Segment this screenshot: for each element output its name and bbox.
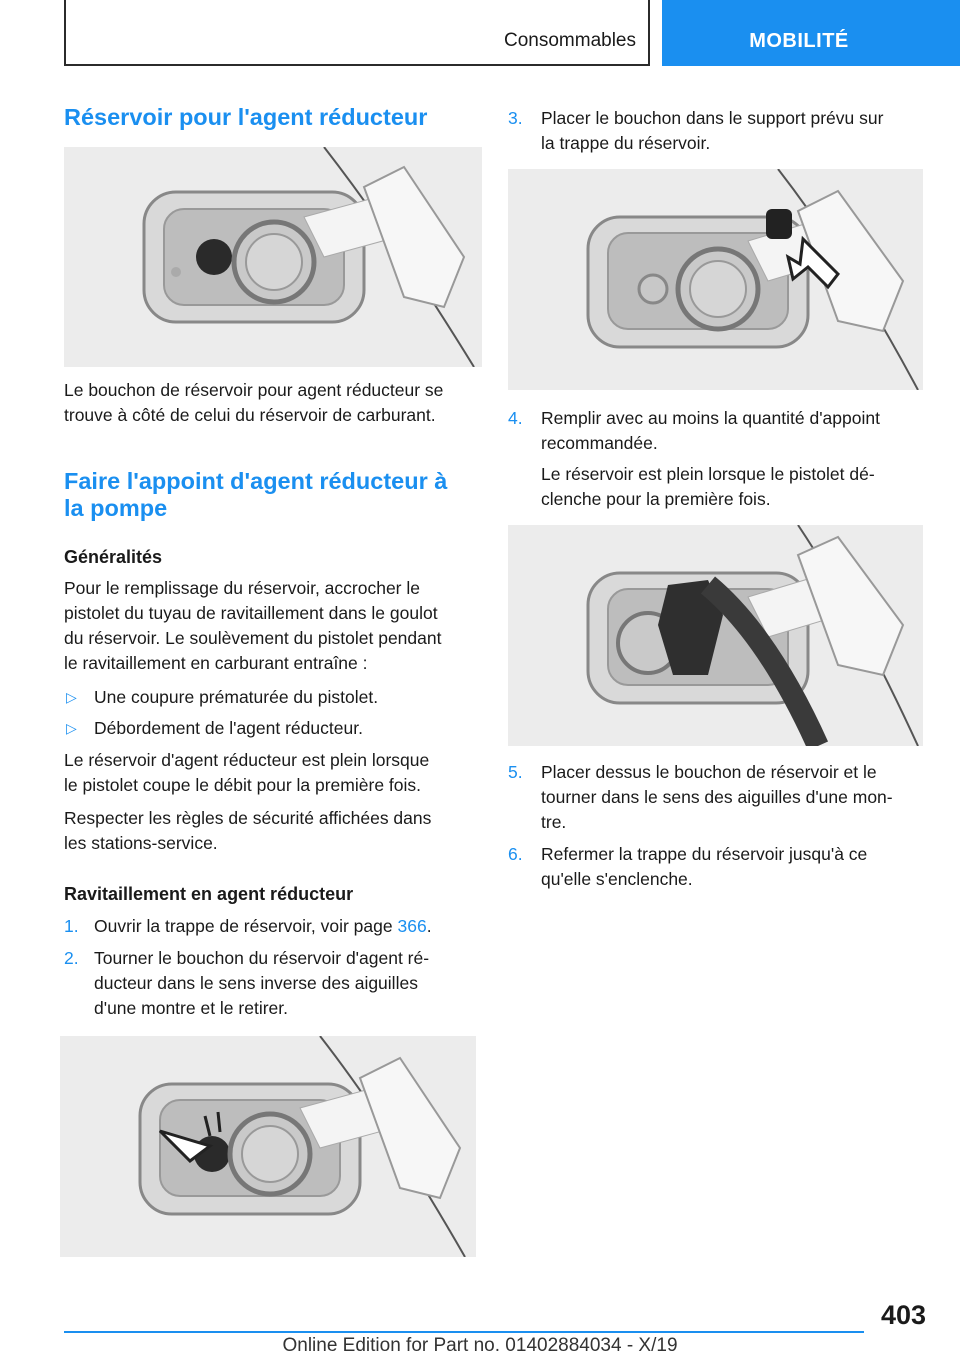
full-line-1: Le réservoir d'agent réducteur est plein lorsque: [64, 750, 430, 770]
intro-line-2: trouve à côté de celui du réservoir de carburant.: [64, 405, 436, 425]
intro-line-1: Le bouchon de réservoir pour agent réducteur se: [64, 380, 444, 400]
heading-refuel: Ravitaillement en agent réducteur: [64, 884, 354, 904]
section-title-fill-line-1: Faire l'appoint d'agent réducteur à: [64, 468, 448, 494]
bullet-item-1: Une coupure prématurée du pistolet.: [94, 687, 379, 707]
step-number: 3.: [508, 108, 523, 128]
header-chapter-tab[interactable]: [662, 0, 960, 66]
step-5-line-1: Placer dessus le bouchon de réservoir et le: [541, 762, 877, 782]
step-number: 1.: [64, 916, 79, 936]
step-number: 5.: [508, 762, 523, 782]
step-2-line-3: d'une montre et le retirer.: [94, 998, 288, 1018]
step-1-text: [94, 914, 432, 939]
heading-general: Généralités: [64, 547, 163, 567]
general-line-1: Pour le remplissage du réservoir, accrocher le: [64, 578, 420, 598]
safety-line-1: Respecter les règles de sécurité affichées dans: [64, 808, 432, 828]
step-3-line-1: Placer le bouchon dans le support prévu sur: [541, 108, 884, 128]
step-4-sub-line-1: Le réservoir est plein lorsque le pistolet dé-: [541, 464, 875, 484]
section-title-fill-line-2: la pompe: [64, 495, 168, 521]
bullet-item-2: Débordement de l'agent réducteur.: [94, 718, 363, 738]
bullet-icon: ▷: [66, 689, 77, 705]
footer-edition: Online Edition for Part no. 01402884034 - X/19: [282, 1335, 678, 1356]
step-6-line-2: qu'elle s'enclenche.: [541, 869, 693, 889]
step-5-line-3: tre.: [541, 812, 567, 832]
step-3-line-2: la trappe du réservoir.: [541, 133, 711, 153]
step-4-line-1: Remplir avec au moins la quantité d'appoint: [541, 408, 880, 428]
step-4-line-2: recommandée.: [541, 433, 658, 453]
full-line-2: le pistolet coupe le débit pour la première fois.: [64, 775, 422, 795]
general-line-2: pistolet du tuyau de ravitaillement dans le goulot: [64, 603, 438, 623]
general-line-4: le ravitaillement en carburant entraîne :: [64, 653, 368, 673]
step-1-end: .: [426, 916, 432, 936]
page-link-366[interactable]: 366: [397, 916, 427, 936]
step-2-line-1: Tourner le bouchon du réservoir d'agent ré-: [94, 948, 430, 968]
step-6-line-1: Refermer la trappe du réservoir jusqu'à ce: [541, 844, 868, 864]
step-5-line-2: tourner dans le sens des aiguilles d'une mon-: [541, 787, 893, 807]
header-section-title: Consommables: [504, 30, 636, 51]
footer-rule: [64, 1331, 864, 1333]
illustration-fuel-nozzle: [508, 525, 923, 746]
step-number: 6.: [508, 844, 523, 864]
illustration-cap-holder: [508, 169, 923, 390]
header-chapter-label: MOBILITÉ: [749, 30, 849, 52]
header-section-box: [64, 0, 650, 66]
bullet-icon: ▷: [66, 720, 77, 736]
step-2-line-2: ducteur dans le sens inverse des aiguilles: [94, 973, 418, 993]
section-title-reservoir: Réservoir pour l'agent réducteur: [64, 104, 428, 130]
step-number: 4.: [508, 408, 523, 428]
step-4-sub-line-2: clenche pour la première fois.: [541, 489, 771, 509]
illustration-remove-cap: [60, 1036, 476, 1257]
illustration-reservoir-cap: [64, 147, 482, 367]
step-number: 2.: [64, 948, 79, 968]
page-number: 403: [880, 1300, 926, 1330]
step-1-label: Ouvrir la trappe de réservoir, voir page: [94, 916, 398, 936]
safety-line-2: les stations-service.: [64, 833, 218, 853]
general-line-3: du réservoir. Le soulèvement du pistolet pendant: [64, 628, 442, 648]
